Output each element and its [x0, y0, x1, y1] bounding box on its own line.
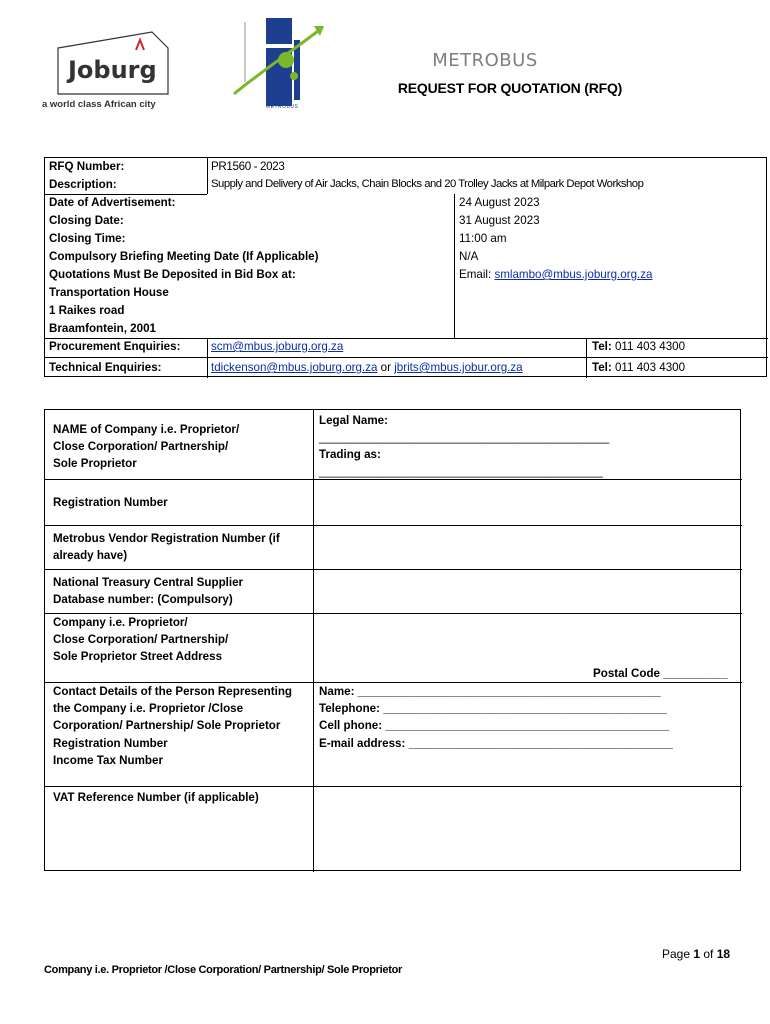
technical-emails [211, 359, 523, 377]
joburg-logo [40, 18, 190, 114]
email-prefix: Email: [459, 268, 495, 281]
procurement-tel-value: 011 403 4300 [611, 340, 686, 353]
treasury-label-2: Database number: (Compulsory) [53, 593, 233, 606]
address-line-2: 1 Raikes road [49, 304, 125, 317]
page-prefix: Page [662, 947, 694, 961]
deposit-email-link[interactable]: smlambo@mbus.joburg.org.za [494, 268, 653, 281]
company-name-label-3: Sole Proprietor [53, 457, 137, 470]
contact-label-4: Registration Number [53, 737, 168, 750]
rfq-number-label: RFQ Number: [49, 160, 125, 173]
joburg-logo-text: Joburg [68, 56, 157, 84]
deposit-email [459, 266, 652, 284]
procurement-tel [592, 338, 685, 356]
procurement-email-link[interactable]: scm@mbus.joburg.org.za [211, 340, 344, 353]
page-number [662, 947, 730, 961]
page-of: of [700, 947, 717, 961]
closing-date-value: 31 August 2023 [459, 214, 540, 227]
closing-time-label: Closing Time: [49, 232, 126, 245]
technical-tel-value: 011 403 4300 [611, 361, 686, 374]
description-value: Supply and Delivery of Air Jacks, Chain Blocks and 20 Trolley Jacks at Milpark Depot Workshop [211, 178, 644, 190]
street-address-label-3: Sole Proprietor Street Address [53, 650, 223, 663]
joburg-tagline: a world class African city [42, 99, 156, 110]
treasury-label-1: National Treasury Central Supplier [53, 576, 244, 589]
company-name-label-2: Close Corporation/ Partnership/ [53, 440, 229, 453]
description-label: Description: [49, 178, 117, 191]
rfq-number-value: PR1560 - 2023 [211, 160, 285, 173]
technical-email-link-2[interactable]: jbrits@mbus.jobur.org.za [394, 361, 523, 374]
footer-note: Company i.e. Proprietor /Close Corporation/ Partnership/ Sole Proprietor [44, 964, 402, 976]
registration-number-label: Registration Number [53, 496, 168, 509]
legal-name-label: Legal Name: [319, 414, 388, 427]
metrobus-logo-text: METROBUS [266, 104, 299, 110]
street-address-label-2: Close Corporation/ Partnership/ [53, 633, 229, 646]
procurement-label: Procurement Enquiries: [49, 340, 181, 353]
document-title: METROBUS [432, 50, 538, 71]
address-line-3: Braamfontein, 2001 [49, 322, 156, 335]
technical-email-link-1[interactable]: tdickenson@mbus.joburg.org.za [211, 361, 378, 374]
contact-name-field[interactable]: Name: _______________________________________________ [319, 685, 661, 698]
technical-label: Technical Enquiries: [49, 361, 162, 374]
page-total: 18 [716, 947, 731, 961]
technical-or: or [377, 361, 395, 374]
contact-label-2: the Company i.e. Proprietor /Close [53, 702, 244, 715]
trading-as-field[interactable]: ____________________________________________ [319, 465, 603, 478]
closing-date-label: Closing Date: [49, 214, 124, 227]
metrobus-logo [228, 14, 328, 110]
vat-number-label: VAT Reference Number (if applicable) [53, 791, 259, 804]
document-subtitle: REQUEST FOR QUOTATION (RFQ) [397, 80, 623, 96]
contact-cell-field[interactable]: Cell phone: ____________________________________________ [319, 719, 670, 732]
contact-label-1: Contact Details of the Person Representing [53, 685, 293, 698]
street-address-label-1: Company i.e. Proprietor/ [53, 616, 188, 629]
vendor-registration-label-1: Metrobus Vendor Registration Number (if [53, 532, 280, 545]
company-name-label-1: NAME of Company i.e. Proprietor/ [53, 423, 240, 436]
income-tax-label: Income Tax Number [53, 754, 163, 767]
technical-tel [592, 359, 685, 377]
page-current: 1 [693, 947, 701, 961]
briefing-value: N/A [459, 250, 479, 263]
procurement-tel-label: Tel: [592, 340, 612, 353]
contact-email-field[interactable]: E-mail address: _________________________________________ [319, 737, 673, 750]
deposit-label: Quotations Must Be Deposited in Bid Box at: [49, 268, 296, 281]
contact-label-3: Corporation/ Partnership/ Sole Proprietor [53, 719, 281, 732]
advert-date-value: 24 August 2023 [459, 196, 540, 209]
advert-date-label: Date of Advertisement: [49, 196, 176, 209]
rfq-info-table [44, 157, 767, 377]
trading-as-label: Trading as: [319, 448, 381, 461]
address-line-1: Transportation House [49, 286, 169, 299]
briefing-label: Compulsory Briefing Meeting Date (If Applicable) [49, 250, 319, 263]
legal-name-field[interactable]: _____________________________________________ [319, 431, 610, 444]
contact-telephone-field[interactable]: Telephone: ____________________________________________ [319, 702, 667, 715]
technical-tel-label: Tel: [592, 361, 612, 374]
postal-code-field[interactable]: Postal Code __________ [593, 667, 728, 680]
vendor-registration-label-2: already have) [53, 549, 128, 562]
company-details-form [44, 409, 741, 871]
closing-time-value: 11:00 am [459, 232, 507, 245]
